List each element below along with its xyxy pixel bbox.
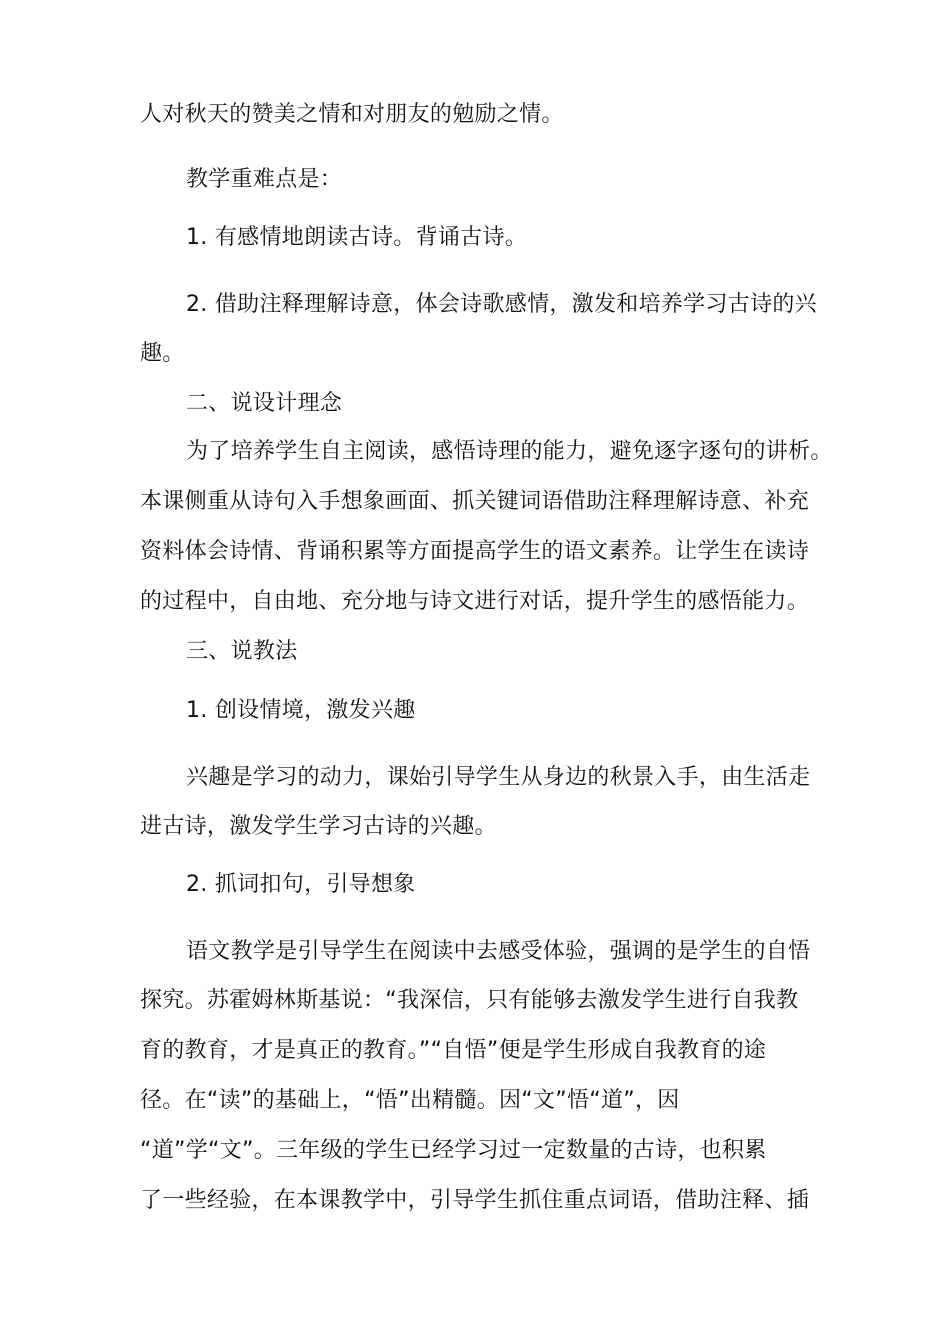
paragraph-line: 语文教学是引导学生在阅读中去感受体验，强调的是学生的自悟	[186, 939, 811, 964]
paragraph-line: 进古诗，激发学生学习古诗的兴趣。	[140, 814, 497, 839]
list-item-method-1: 1. 创设情境，激发兴趣	[186, 698, 416, 723]
paragraph-line: 为了培养学生自主阅读，感悟诗理的能力，避免逐字逐句的讲析。	[186, 439, 833, 464]
paragraph-line-continuation: 人对秋天的赞美之情和对朋友的勉励之情。	[140, 102, 564, 127]
paragraph-line: “道”学“文”。三年级的学生已经学习过一定数量的古诗，也积累	[140, 1138, 767, 1163]
paragraph-line: 探究。苏霍姆林斯基说：“我深信，只有能够去激发学生进行自我教	[140, 988, 799, 1013]
paragraph-line: 的过程中，自由地、充分地与诗文进行对话，提升学生的感悟能力。	[140, 589, 810, 614]
paragraph-line: 资料体会诗情、背诵积累等方面提高学生的语文素养。让学生在读诗	[140, 539, 810, 564]
list-item-method-2: 2. 抓词扣句，引导想象	[186, 872, 416, 897]
list-item-2: 2. 借助注释理解诗意，体会诗歌感情，激发和培养学习古诗的兴	[186, 292, 817, 317]
section-heading-teaching-method: 三、说教法	[186, 639, 298, 664]
paragraph-line: 兴趣是学习的动力，课始引导学生从身边的秋景入手，由生活走	[186, 765, 811, 790]
list-item-2-continuation: 趣。	[140, 341, 185, 366]
paragraph-line: 育的教育，才是真正的教育。”“自悟”便是学生形成自我教育的途	[140, 1038, 767, 1063]
list-item-1: 1. 有感情地朗读古诗。背诵古诗。	[186, 225, 528, 250]
paragraph-line: 了一些经验，在本课教学中，引导学生抓住重点词语，借助注释、插	[140, 1188, 810, 1213]
paragraph-line: 径。在“读”的基础上，“悟”出精髓。因“文”悟“道”，因	[140, 1088, 680, 1113]
section-heading-design-concept: 二、说设计理念	[186, 391, 343, 416]
paragraph-line: 本课侧重从诗句入手想象画面、抓关键词语借助注释理解诗意、补充	[140, 489, 810, 514]
heading-key-difficulties: 教学重难点是：	[186, 167, 343, 192]
